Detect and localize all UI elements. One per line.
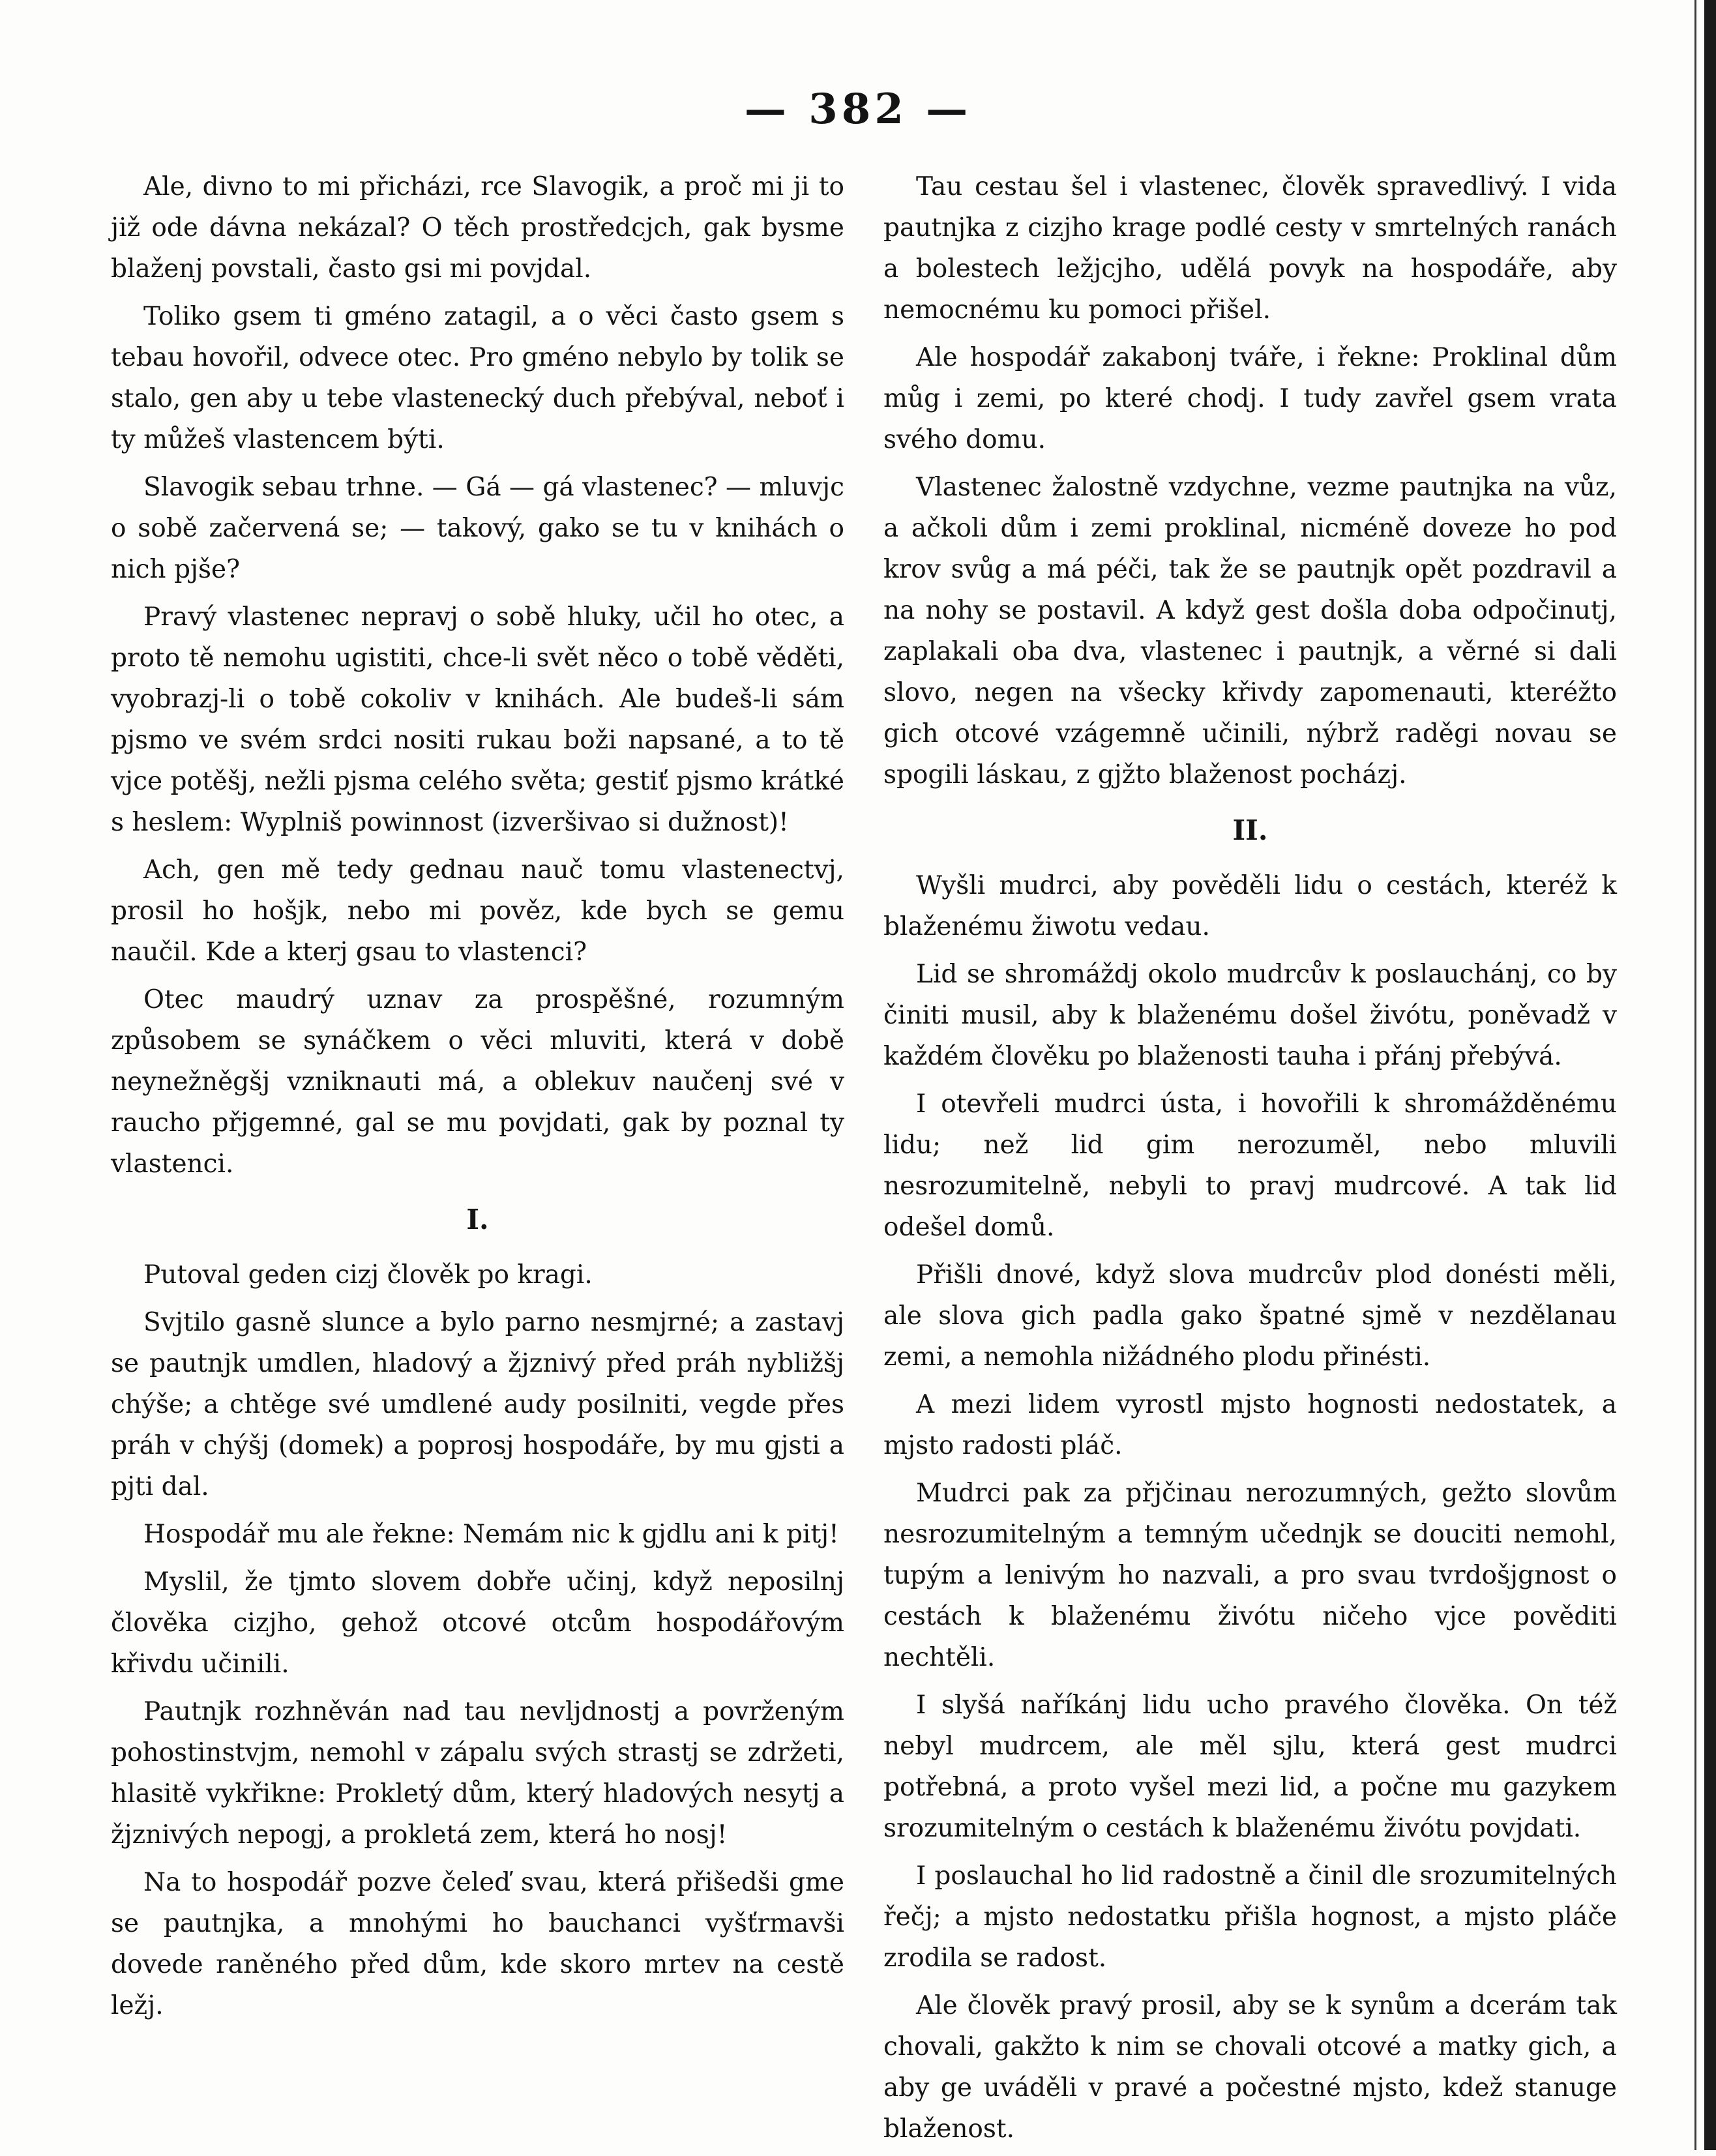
paragraph: Na to hospodář pozve čeleď svau, která přišedši gme se pautnjka, a mnohými ho bauchanci vyšťrmavši dovede raněného před dům, kde skoro mrtev na cestě ležj. xyxy=(111,1868,844,2020)
paragraph: Ale hospodář zakabonj tváře, i řekne: Proklinal dům můg i zemi, po které chodj. I tudy zavřel gsem vrata svého domu. xyxy=(883,343,1617,454)
page-edge-shadow xyxy=(1704,0,1716,2150)
paragraph: Ach, gen mě tedy gednau nauč tomu vlastenectvj, prosil ho hošjk, nebo mi pověz, kde bych se gemu naučil. Kde a kterj gsau to vlastenci? xyxy=(111,855,844,967)
paragraph: Slavogik sebau trhne. — Gá — gá vlastenec? — mluvjc o sobě začervená se; — takový, gako se tu v knihách o nich pjše? xyxy=(111,473,844,584)
paragraph: Pravý vlastenec nepravj o sobě hluky, učil ho otec, a proto tě nemohu ugistiti, chce-li svět něco o tobě věděti, vyobrazj-li o tobě cokoliv v knihách. Ale budeš-li sám pjsmo ve svém srdci nositi rukau boži napsané, a to tě vjce potěšj, nežli pjsma celého světa; gestiť pjsmo krátké s heslem: Wyplniš powinnost (izveršivao si dužnost)! xyxy=(111,602,844,837)
right-column xyxy=(883,166,1617,2156)
paragraph: Myslil, že tjmto slovem dobře učinj, když neposilnj člověka cizjho, gehož otcové otcům hospodářovým křivdu učinili. xyxy=(111,1567,844,1679)
paragraph: Toliko gsem ti gméno zatagil, a o věci často gsem s tebau hovořil, odvece otec. Pro gméno nebylo by tolik se stalo, gen aby u tebe vlastenecký duch přebýval, neboť i ty můžeš vlastencem býti. xyxy=(111,302,844,454)
section-heading-i: I. xyxy=(466,1204,489,1235)
paragraph: Svjtilo gasně slunce a bylo parno nesmjrné; a zastavj se pautnjk umdlen, hladový a žjznivý před práh nybližšj chýše; a chtěge své umdlené audy posilniti, vegde přes práh v chýšj (domek) a poprosj hospodáře, by mu gjsti a pjti dal. xyxy=(111,1308,844,1501)
paragraph: Ale, divno to mi přicházi, rce Slavogik, a proč mi ji to již ode dávna nekázal? O těch prostředcjch, gak bysme blaženj povstali, často gsi mi povjdal. xyxy=(111,172,844,284)
paragraph: Pautnjk rozhněván nad tau nevljdnostj a povrženým pohostinstvjm, nemohl v zápalu svých strastj se zdržeti, hlasitě vykřikne: Prokletý dům, který hladových nesytj a žjznivých nepogj, a prokletá zem, která ho nosj! xyxy=(111,1697,844,1850)
paragraph: Přišli dnové, když slova mudrcův plod donésti měli, ale slova gich padla gako špatné sjmě v nezdělanau zemi, a nemohla nižádného plodu přinésti. xyxy=(883,1260,1617,1372)
paragraph: I otevřeli mudrci ústa, i hovořili k shromážděnému lidu; než lid gim nerozuměl, nebo mluvili nesrozumitelně, nebyli to pravj mudrcové. A tak lid odešel domů. xyxy=(883,1089,1617,1242)
paragraph: Mudrci pak za přjčinau nerozumných, gežto slovům nesrozumitelným a temným učednjk se douciti nemohl, tupým a lenivým ho nazvali, a pro svau tvrdošjgnost o cestách k blaženému živótu ničeho vjce pověditi nechtěli. xyxy=(883,1479,1617,1672)
paragraph: A mezi lidem vyrostl mjsto hognosti nedostatek, a mjsto radosti pláč. xyxy=(883,1390,1617,1460)
paragraph: Vlastenec žalostně vzdychne, vezme pautnjka na vůz, a ačkoli dům i zemi proklinal, nicméně doveze ho pod krov svůg a má péči, tak že se pautnjk opět pozdravil a na nohy se postavil. A když gest došla doba odpočinutj, zaplakali oba dva, vlastenec i pautnjk, a věrné si dali slovo, negen na všecky křivdy zapomenauti, kteréžto gich otcové vzágemně učinili, nýbrž raděgi novau se spogili láskau, z gjžto blaženost pocházj. xyxy=(883,473,1617,790)
paragraph: Wyšli mudrci, aby pověděli lidu o cestách, kteréž k blaženému žiwotu vedau. xyxy=(883,871,1617,941)
paragraph: Otec maudrý uznav za prospěšné, rozumným způsobem se synáčkem o věci mluviti, která v době neynežněgšj vzniknauti má, a oblekuv naučenj své v raucho přjgemné, gal se mu povjdati, gak by poznal ty vlastenci. xyxy=(111,985,844,1179)
paragraph: Lid se shromáždj okolo mudrcův k poslauchánj, co by činiti musil, aby k blaženému došel živótu, poněvadž v každém člověku po blaženosti tauha i přánj přebývá. xyxy=(883,960,1617,1071)
page-edge-line xyxy=(1694,0,1696,2150)
paragraph: I slyšá naříkánj lidu ucho pravého člověka. On též nebyl mudrcem, ale měl sjlu, která gest mudrci potřebná, a proto vyšel mezi lid, a počne mu gazykem srozumitelným o cestách k blaženému živótu povjdati. xyxy=(883,1691,1617,1843)
section-heading-ii: II. xyxy=(1232,814,1268,846)
left-column xyxy=(111,166,844,2033)
paragraph: Ale člověk pravý prosil, aby se k synům a dcerám tak chovali, gakžto k nim se chovali otcové a matky gich, a aby ge uváděli v pravé a počestné mjsto, kdež stanuge blaženost. xyxy=(883,1991,1617,2144)
paragraph: I poslauchal ho lid radostně a činil dle srozumitelných řečj; a mjsto nedostatku přišla hognost, a mjsto pláče zrodila se radost. xyxy=(883,1861,1617,1973)
paragraph: Tau cestau šel i vlastenec, člověk spravedlivý. I vida pautnjka z cizjho krage podlé cesty v smrtelných ranách a bolestech ležjcjho, udělá povyk na hospodáře, aby nemocnému ku pomoci přišel. xyxy=(883,172,1617,325)
paragraph: Hospodář mu ale řekne: Nemám nic k gjdlu ani k pitj! xyxy=(143,1520,839,1549)
page-number: — 382 — xyxy=(744,85,972,134)
paragraph: Putoval geden cizj člověk po kragi. xyxy=(143,1260,593,1290)
